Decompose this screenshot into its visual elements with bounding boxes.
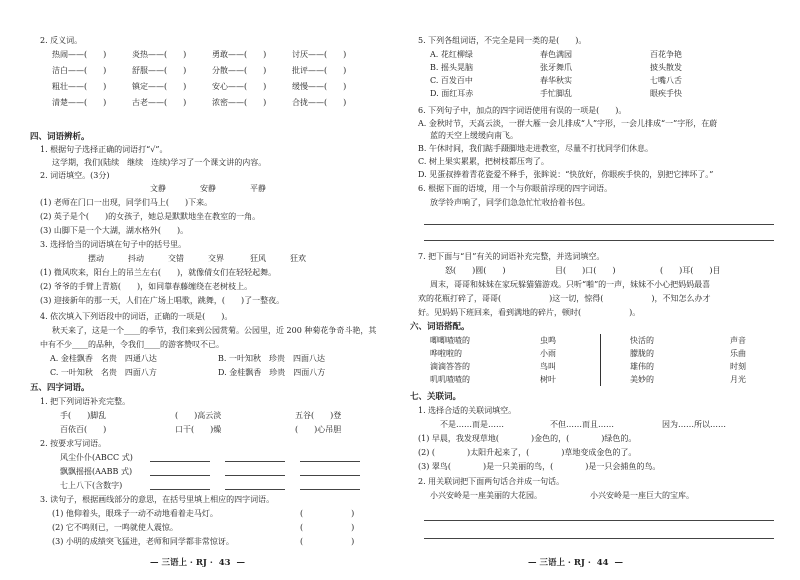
s7-q2-sent-2: 小兴安岭是一座巨大的宝库。 — [590, 491, 694, 500]
answer-line[interactable] — [300, 461, 360, 462]
answer-line[interactable] — [225, 475, 285, 476]
q2-title: 2. 反义词。 — [40, 36, 83, 45]
antonym-cell: 批评——( ) — [292, 66, 347, 75]
q4-option-c: C. 一叶知秋 名贵 四面八方 — [50, 368, 157, 377]
match-word: 叽叽喳喳的 — [430, 375, 470, 384]
section-7-title: 七、关联词。 — [410, 392, 462, 402]
q3-word: 交错 — [168, 254, 184, 263]
match-word: 声音 — [730, 336, 746, 345]
s7-word-1: 不是……而是…… — [440, 420, 504, 429]
q3-item-2: (2) 爷爷的手臂上青筋( )，如同靠春藤缠绕在老树枝上。 — [40, 282, 253, 291]
antonym-cell: 炎热——( ) — [132, 50, 187, 59]
q5-option-cell: 百花争艳 — [650, 50, 682, 59]
q6-option-a-2: 蓝的天空上缓缓向南飞。 — [430, 131, 518, 140]
answer-line[interactable] — [424, 538, 774, 539]
q5-option-cell: 春华秋实 — [540, 76, 572, 85]
section-4-title: 四、词语辨析。 — [30, 132, 90, 142]
s7-word-2: 不但……而且…… — [550, 420, 614, 429]
answer-line[interactable] — [300, 489, 360, 490]
q7-word-2: 目( )口( ) — [555, 266, 616, 275]
q4-option-b: B. 一叶知秋 珍贵 四面八达 — [218, 354, 325, 363]
q5-option-cell: A. 花红柳绿 — [430, 50, 473, 59]
s5-q1-r1c2: ( )高云淡 — [175, 411, 222, 420]
q5-option-cell: D. 面红耳赤 — [430, 89, 474, 98]
q1-title: 1. 根据句子选择正确的词语打“√”。 — [40, 145, 168, 154]
section-6-title: 六、词语搭配。 — [410, 322, 470, 332]
q7-title: 7. 把下面与“目”有关的词语补充完整，并选词填空。 — [418, 252, 605, 261]
q2b-word-2: 安静 — [200, 184, 216, 193]
page-footer: — 三语上 · RJ · 43 — — [150, 558, 246, 568]
antonym-cell: 洁白——( ) — [52, 66, 107, 75]
match-word: 哗啦啦的 — [430, 349, 462, 358]
antonym-cell: 勇敢——( ) — [212, 50, 267, 59]
s5-q1-r2c2: 口干( )燥 — [175, 425, 222, 434]
answer-line[interactable] — [150, 489, 210, 490]
match-word: 月光 — [730, 375, 746, 384]
q1-sentence: 这学期，我们(陆续 继续 连续)学习了一个课文讲的内容。 — [52, 158, 267, 167]
s5-q1-r1c1: 手( )脚乱 — [60, 411, 107, 420]
q5-option-cell: 眼疾手快 — [650, 89, 682, 98]
match-word: 美妙的 — [630, 375, 654, 384]
q2b-item-3: (3) 山脚下是一个大湖，湖水格外( )。 — [40, 226, 189, 235]
answer-line[interactable] — [225, 489, 285, 490]
s5-q2-item-3: 七上八下(含数字) — [60, 481, 123, 490]
q2b-word-3: 平静 — [250, 184, 266, 193]
s5-q2-item-2: 飘飘摇摇(AABB 式) — [60, 467, 133, 476]
divider — [600, 334, 601, 386]
antonym-cell: 讨厌——( ) — [292, 50, 347, 59]
answer-line[interactable] — [150, 475, 210, 476]
q2b-item-1: (1) 老师在门口一出现，同学们马上( )下来。 — [40, 198, 213, 207]
q5-option-cell: 手忙脚乱 — [540, 89, 572, 98]
q2b-title: 2. 词语填空。(3分) — [40, 171, 110, 180]
antonym-cell: 安心——( ) — [212, 82, 267, 91]
antonym-cell: 浓密——( ) — [212, 98, 267, 107]
antonym-cell: 粗壮——( ) — [52, 82, 107, 91]
s5-q1-title: 1. 把下列词语补充完整。 — [40, 397, 131, 406]
antonym-cell: 古老——( ) — [132, 98, 187, 107]
q7-passage-3: 好。见妈妈下班回来，看到满地的碎片，顿时( )。 — [418, 308, 641, 317]
s5-q2-title: 2. 按要求写词语。 — [40, 439, 107, 448]
q3-word: 狂风 — [250, 254, 266, 263]
antonym-cell: 镇定——( ) — [132, 82, 187, 91]
q4-title: 4. 依次填入下列语段中的词语，正确的一项是( )。 — [40, 312, 233, 321]
s7-q2-title: 2. 用关联词把下面两句话合并成一句话。 — [418, 477, 565, 486]
right-page — [400, 0, 800, 580]
s7-q2-sent-1: 小兴安岭是一座美丽的大花园。 — [430, 491, 542, 500]
q7-word-1: 怒( )圆( ) — [445, 266, 506, 275]
s7-item-3: (3) 翠鸟( )是一只美丽的鸟，( )是一只会捕鱼的鸟。 — [418, 462, 661, 471]
q3-item-1: (1) 微风吹来，阳台上的吊兰左右( )，就像倩女们在轻轻起舞。 — [40, 268, 277, 277]
s7-item-2: (2) ( )太阳升起来了，( )草地变成金色的了。 — [418, 448, 637, 457]
match-word: 快活的 — [630, 336, 654, 345]
match-word: 乐曲 — [730, 349, 746, 358]
q2b-word-1: 文静 — [150, 184, 166, 193]
match-word: 唧唧喳喳的 — [430, 336, 470, 345]
q3-word: 抖动 — [128, 254, 144, 263]
antonym-cell: 清楚——( ) — [52, 98, 107, 107]
q4-option-d: D. 金桂飘香 珍贵 四面八方 — [218, 368, 326, 377]
s7-q1-title: 1. 选择合适的关联词填空。 — [418, 406, 517, 415]
antonym-cell: 舒服——( ) — [132, 66, 187, 75]
q4-option-a: A. 金桂飘香 名贵 四通八达 — [50, 354, 157, 363]
s5-q3-answer-1[interactable]: ( ) — [300, 509, 355, 518]
s5-q1-r2c3: ( )心吊胆 — [295, 425, 342, 434]
s5-q1-r2c1: 百依百( ) — [60, 425, 107, 434]
s5-q2-item-1: 风尘仆仆(ABCC 式) — [60, 453, 133, 462]
s5-q3-item-1: (1) 他仰着头，眼珠子一动不动地看着走马灯。 — [52, 509, 218, 518]
page-footer: — 三语上 · RJ · 44 — — [528, 558, 624, 568]
answer-line[interactable] — [424, 224, 774, 225]
q4-passage-1: 秋天来了，这是一个____的季节，我们来到公园赏菊。公园里，近 200 种菊花争奇斗艳，其 — [52, 326, 377, 335]
q6b-text: 放学铃声响了，同学们急急忙忙收拾着书包。 — [430, 198, 590, 207]
s5-q1-r1c3: 五谷( )登 — [295, 411, 342, 420]
q6b-title: 6. 根据下面的语境，用一个与你眼前浮现的四字词语。 — [418, 184, 613, 193]
antonym-cell: 分散——( ) — [212, 66, 267, 75]
section-5-title: 五、四字词语。 — [30, 383, 90, 393]
q3-title: 3. 选择恰当的词语填在句子中的括号里。 — [40, 240, 187, 249]
match-word: 小雨 — [540, 349, 556, 358]
s5-q3-answer-2[interactable]: ( ) — [300, 523, 355, 532]
antonym-cell: 缓慢——( ) — [292, 82, 347, 91]
match-word: 雄伟的 — [630, 362, 654, 371]
match-word: 滴滴答答的 — [430, 362, 470, 371]
q5-option-cell: 披头散发 — [650, 63, 682, 72]
answer-line[interactable] — [225, 461, 285, 462]
s7-item-1: (1) 早晨，我发现草地( )金色的，( )绿色的。 — [418, 434, 637, 443]
q6-option-b: B. 午休时间，我们踮手蹑脚地走进教室，尽量不打扰同学们休息。 — [418, 144, 653, 153]
q5-option-cell: B. 摇头晃脑 — [430, 63, 473, 72]
q3-word: 交界 — [208, 254, 224, 263]
antonym-cell: 合拢——( ) — [292, 98, 347, 107]
q5-option-cell: C. 百发百中 — [430, 76, 473, 85]
q5-option-cell: 张牙舞爪 — [540, 63, 572, 72]
answer-line[interactable] — [424, 240, 774, 241]
s5-q3-item-3: (3) 小明的成绩突飞猛进，老师和同学都非常惊讶。 — [52, 537, 234, 546]
q6-title: 6. 下列句子中，加点的四字词语使用有误的一项是( )。 — [418, 106, 627, 115]
q6-option-a-1: A. 金秋时节，天高云淡，一群大雁一会儿排成“人”字形，一会儿排成“一”字形，在蔚 — [418, 119, 718, 128]
q5-option-cell: 七嘴八舌 — [650, 76, 682, 85]
match-word: 树叶 — [540, 375, 556, 384]
answer-line[interactable] — [300, 475, 360, 476]
s5-q3-answer-3[interactable]: ( ) — [300, 537, 355, 546]
q4-passage-2: 中有不少____的品种，令我们____的游客赞叹不已。 — [40, 340, 224, 349]
q3-word: 狂欢 — [290, 254, 306, 263]
match-word: 虫鸣 — [540, 336, 556, 345]
s5-q3-title: 3. 读句子，根据画线部分的意思，在括号里填上相应的四字词语。 — [40, 495, 275, 504]
q3-item-3: (3) 迎接新年的那一天，人们在广场上唱歌，跳舞，( )了一整夜。 — [40, 296, 285, 305]
match-word: 时刻 — [730, 362, 746, 371]
q5-title: 5. 下列各组词语，不完全是同一类的是( )。 — [418, 36, 587, 45]
s7-word-3: 因为……所以…… — [662, 420, 726, 429]
answer-line[interactable] — [424, 520, 774, 521]
q5-option-cell: 春色满园 — [540, 50, 572, 59]
match-word: 鸟叫 — [540, 362, 556, 371]
antonym-cell: 热闹——( ) — [52, 50, 107, 59]
q2b-item-2: (2) 英子是个( )的女孩子，她总是默默地坐在教室的一角。 — [40, 212, 261, 221]
q7-word-3: ( )耳( )目 — [660, 266, 721, 275]
q6-option-d: D. 见蛋叔捧着青花瓷爱不释手，张眸说：“快放好，你眼疾手快的，别把它摔坏了。” — [418, 170, 714, 179]
s5-q3-item-2: (2) 它不鸣则已，一鸣就使人震惊。 — [52, 523, 178, 532]
q6-option-c: C. 树上果实累累，把树枝都压弯了。 — [418, 157, 549, 166]
answer-line[interactable] — [150, 461, 210, 462]
q3-word: 摆动 — [88, 254, 104, 263]
q7-passage-1: 周末，哥哥和妹妹在家玩躲猫猫游戏。只听“啪”的一声，妹妹不小心把妈妈最喜 — [430, 280, 711, 289]
match-word: 朦胧的 — [630, 349, 654, 358]
q7-passage-2: 欢的花瓶打碎了，哥哥( )这一切，惊得( )，不知怎么办才 — [418, 294, 711, 303]
